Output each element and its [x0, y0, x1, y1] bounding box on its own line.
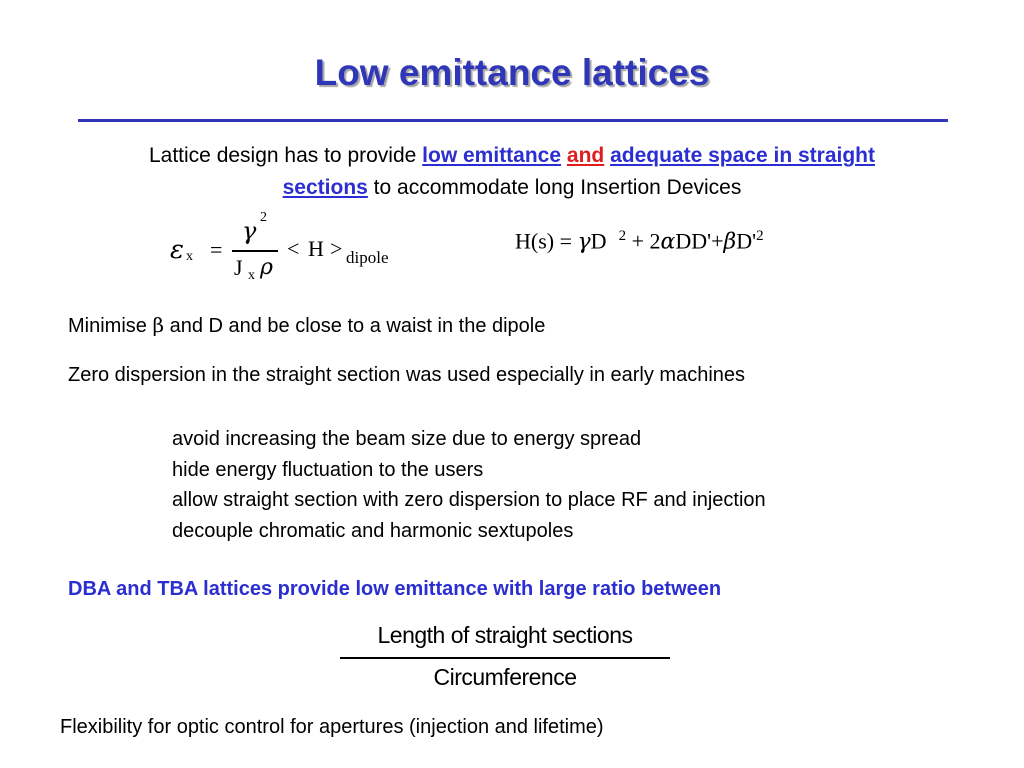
greater-than-sign: > [330, 236, 343, 261]
equals-sign: = [210, 237, 223, 262]
curly-h-equation [515, 228, 835, 268]
beta-symbol: β [152, 313, 165, 337]
alpha-symbol: α [660, 229, 676, 255]
fraction-numerator: Length of straight sections [377, 622, 633, 648]
page-title: Low emittance lattices [314, 52, 710, 93]
d-exponent: 2 [618, 228, 627, 244]
gamma-symbol: γ [242, 217, 257, 245]
zero-dispersion-text: Zero dispersion in the straight section was used especially in early machines [68, 364, 746, 386]
epsilon-symbol: ε [170, 235, 184, 265]
dd-prime-plus: DD'+ [675, 228, 724, 254]
h-symbol: H [308, 236, 324, 261]
minimise-post: and D and be close to a waist in the dipole [164, 315, 546, 337]
minimise-text [68, 313, 545, 338]
dipole-subscript: dipole [346, 248, 389, 267]
j-symbol: J [234, 255, 243, 280]
beta-symbol-2: β [723, 229, 737, 255]
intro-text-start: Lattice design has to provide [148, 144, 423, 167]
list-item: avoid increasing the beam size due to energy spread [172, 428, 642, 450]
reasons-list [172, 424, 766, 546]
list-item: allow straight section with zero dispersion to place RF and injection [172, 489, 766, 511]
adequate-space-highlight: adequate space in straight [610, 144, 875, 167]
low-emittance-highlight: low emittance [422, 144, 562, 167]
fraction-bar [232, 250, 278, 252]
list-item: hide energy fluctuation to the users [172, 458, 484, 481]
gamma-exponent: 2 [260, 210, 267, 225]
d-prime: D' [736, 228, 757, 254]
gamma-symbol-2: γ [577, 229, 591, 255]
and-highlight: and [566, 144, 605, 167]
emittance-equation [160, 205, 420, 295]
rho-symbol: ρ [260, 255, 273, 280]
list-item: decouple chromatic and harmonic sextupoles [172, 519, 574, 542]
d-prime-exponent: 2 [756, 228, 764, 244]
h-of-s-lhs: H(s) = [515, 228, 573, 254]
intro-paragraph [40, 140, 984, 204]
plus-two: + 2 [626, 228, 661, 254]
minimise-pre: Minimise [68, 315, 153, 337]
fraction-denominator: Circumference [433, 664, 577, 690]
sections-highlight: sections [282, 176, 368, 199]
d-symbol: D [590, 228, 607, 254]
ratio-fraction-bar [340, 657, 670, 659]
title-divider [78, 119, 948, 122]
flexibility-text: Flexibility for optic control for apertures (injection and lifetime) [60, 716, 604, 738]
intro-text-end: to accommodate long Insertion Devices [367, 176, 742, 199]
dba-tba-statement: DBA and TBA lattices provide low emittance with large ratio between [68, 578, 722, 600]
j-subscript: x [248, 268, 255, 283]
less-than-sign: < [287, 236, 300, 261]
epsilon-subscript: x [186, 249, 193, 264]
